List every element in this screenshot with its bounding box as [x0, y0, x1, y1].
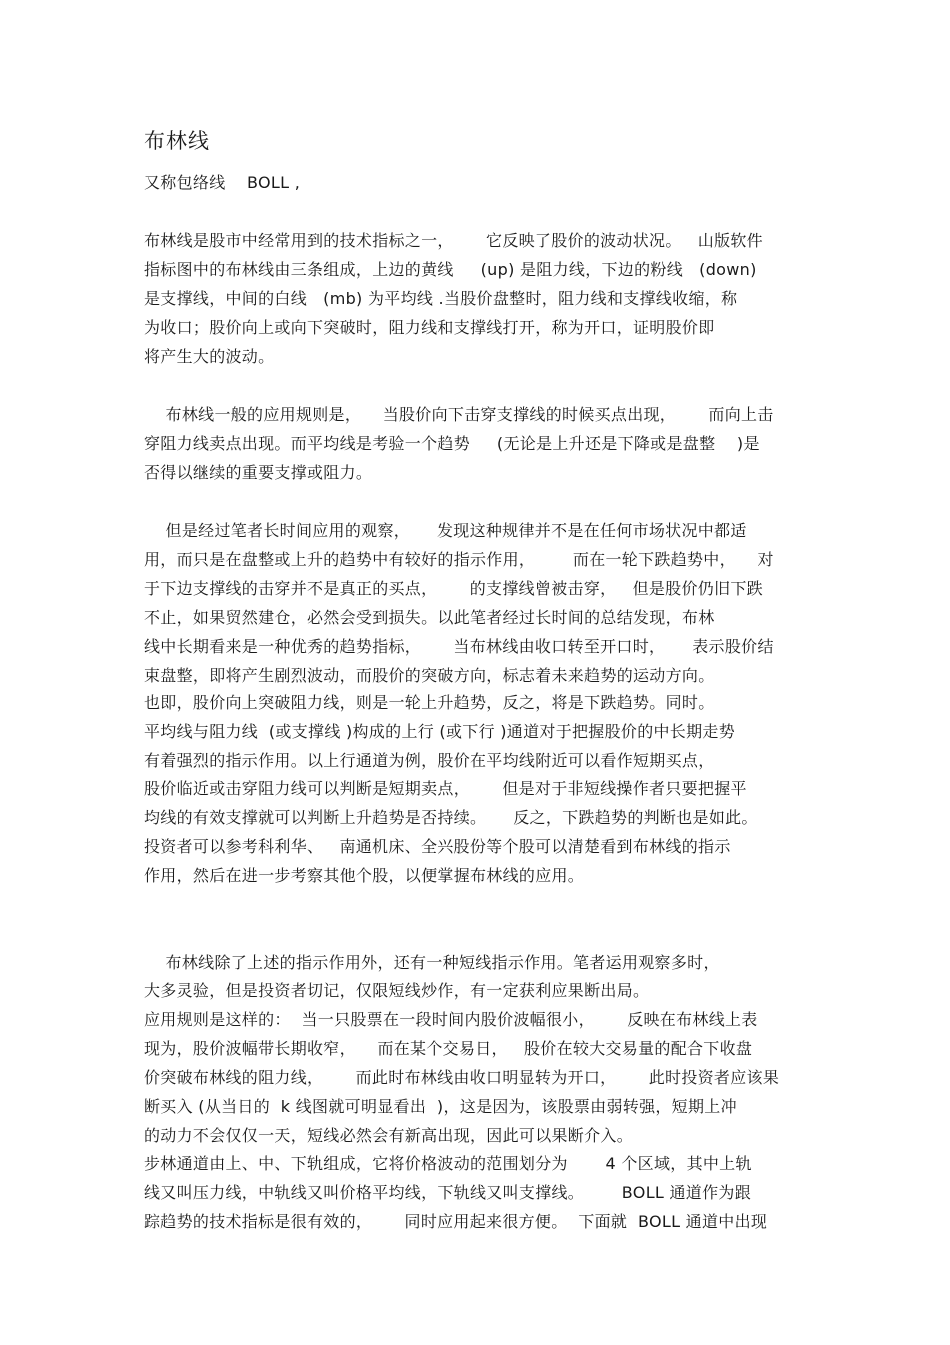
text-line: 大多灵验，但是投资者切记，仅限短线炒作，有一定获利应果断出局。	[144, 981, 650, 1000]
subtitle-line: 又称包络线 BOLL ,	[144, 173, 301, 192]
text-line: 现为，股价波幅带长期收窄， 而在某个交易日， 股价在较大交易量的配合下收盘	[144, 1039, 753, 1058]
text-line: 的动力不会仅仅一天，短线必然会有新高出现，因此可以果断介入。	[144, 1126, 634, 1145]
document-title: 布林线	[144, 129, 210, 153]
text-line: 平均线与阻力线 (或支撑线 )构成的上行 (或下行 )通道对于把握股价的中长期走势	[144, 722, 735, 741]
text-line: 踪趋势的技术指标是很有效的， 同时应用起来很方便。 下面就 BOLL 通道中出现	[144, 1212, 768, 1231]
text-line: 穿阻力线卖点出现。而平均线是考验一个趋势 (无论是上升还是下降或是盘整 )是	[144, 434, 760, 453]
text-line: 但是经过笔者长时间应用的观察， 发现这种规律并不是在任何市场状况中都适	[144, 521, 747, 540]
text-line: 有着强烈的指示作用。以上行通道为例，股价在平均线附近可以看作短期买点，	[144, 751, 715, 770]
text-line: 将产生大的波动。	[144, 347, 275, 366]
text-line: 为收口；股价向上或向下突破时，阻力线和支撑线打开，称为开口，证明股价即	[144, 318, 715, 337]
text-line: 投资者可以参考科利华、 南通机床、全兴股份等个股可以清楚看到布林线的指示	[144, 837, 731, 856]
text-line: 应用规则是这样的： 当一只股票在一段时间内股价波幅很小， 反映在布林线上表	[144, 1010, 758, 1029]
text-line: 也即，股价向上突破阻力线，则是一轮上升趋势，反之，将是下跌趋势。同时。	[144, 693, 715, 712]
text-line: 不止，如果贸然建仓，必然会受到损失。以此笔者经过长时间的总结发现，布林	[144, 608, 715, 627]
text-line: 线中长期看来是一种优秀的趋势指标， 当布林线由收口转至开口时， 表示股价结	[144, 637, 774, 656]
text-line: 股价临近或击穿阻力线可以判断是短期卖点， 但是对于非短线操作者只要把握平	[144, 779, 747, 798]
text-line: 于下边支撑线的击穿并不是真正的买点， 的支撑线曾被击穿， 但是股价仍旧下跌	[144, 579, 763, 598]
text-line: 否得以继续的重要支撑或阻力。	[144, 463, 373, 482]
text-line: 束盘整，即将产生剧烈波动，而股价的突破方向，标志着未来趋势的运动方向。	[144, 666, 715, 685]
text-line: 均线的有效支撑就可以判断上升趋势是否持续。 反之，下跌趋势的判断也是如此。	[144, 808, 758, 827]
text-line: 步林通道由上、中、下轨组成，它将价格波动的范围划分为 4 个区域，其中上轨	[144, 1154, 752, 1173]
text-line: 用，而只是在盘整或上升的趋势中有较好的指示作用， 而在一轮下跌趋势中， 对	[144, 550, 774, 569]
text-line: 线又叫压力线，中轨线又叫价格平均线，下轨线又叫支撑线。 BOLL 通道作为跟	[144, 1183, 752, 1202]
text-line: 指标图中的布林线由三条组成，上边的黄线 (up) 是阻力线，下边的粉线 (down)	[144, 260, 757, 279]
text-line: 价突破布林线的阻力线， 而此时布林线由收口明显转为开口， 此时投资者应该果	[144, 1068, 780, 1087]
text-line: 作用，然后在进一步考察其他个股，以便掌握布林线的应用。	[144, 866, 585, 885]
text-line: 布林线除了上述的指示作用外，还有一种短线指示作用。笔者运用观察多时，	[144, 953, 720, 972]
text-line: 断买入 (从当日的 k 线图就可明显看出 )，这是因为，该股票由弱转强，短期上冲	[144, 1097, 737, 1116]
text-line: 布林线是股市中经常用到的技术指标之一， 它反映了股价的波动状况。 山版软件	[144, 231, 763, 250]
text-line: 是支撑线，中间的白线 (mb) 为平均线 .当股价盘整时，阻力线和支撑线收缩，称	[144, 289, 738, 308]
text-line: 布林线一般的应用规则是， 当股价向下击穿支撑线的时候买点出现， 而向上击	[144, 405, 774, 424]
